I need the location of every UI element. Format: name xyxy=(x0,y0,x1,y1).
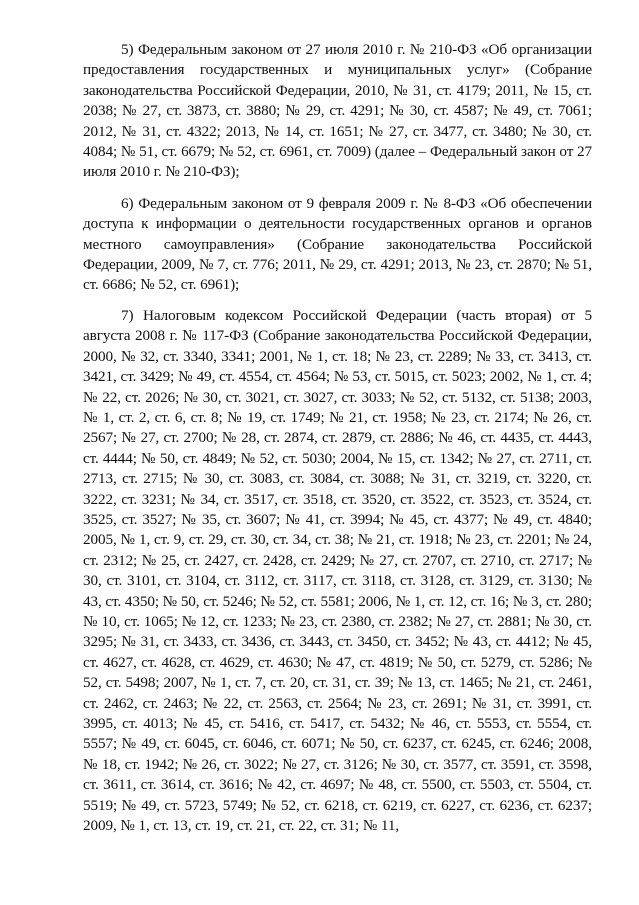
paragraph-item-6: 6) Федеральным законом от 9 февраля 2009 г. № 8-ФЗ «Об обеспечении доступа к информации о деятельности государственных органов и органов местного самоуправления» (Собрание законодательства Российской Федерации, 2009, № 7, ст. 776; 2011, № 29, ст. 4291; 2013, № 23, ст. 2870; № 51, ст. 6686; № 52, ст. 6961); xyxy=(83,194,592,294)
paragraph-item-5: 5) Федеральным законом от 27 июля 2010 г. № 210-ФЗ «Об организации предоставления государственных и муниципальных услуг» (Собрание законодательства Российской Федерации, 2010, № 31, ст. 4179; 2011, № 15, ст. 2038; № 27, ст. 3873, ст. 3880; № 29, ст. 4291; № 30, ст. 4587; № 49, ст. 7061; 2012, № 31, ст. 4322; 2013, № 14, ст. 1651; № 27, ст. 3477, ст. 3480; № 30, ст. 4084; № 51, ст. 6679; № 52, ст. 6961, ст. 7009) (далее – Федеральный закон от 27 июля 2010 г. № 210-ФЗ); xyxy=(83,41,592,181)
paragraph-item-7: 7) Налоговым кодексом Российской Федерации (часть вторая) от 5 августа 2008 г. № 117-ФЗ (Собрание законодательства Российской Федерации, 2000, № 32, ст. 3340, 3341; 2001, № 1, ст. 18; № 23, ст. 2289; № 33, ст. 3413, ст. 3421, ст. 3429; № 49, ст. 4554, ст. 4564; № 53, ст. 5015, ст. 5023; 2002, № 1, ст. 4; № 22, ст. 2026; № 30, ст. 3021, ст. 3027, ст. 3033; № 52, ст. 5132, ст. 5138; 2003, № 1, ст. 2, ст. 6, ст. 8; № 19, ст. 1749; № 21, ст. 1958; № 23, ст. 2174; № 26, ст. 2567; № 27, ст. 2700; № 28, ст. 2874, ст. 2879, ст. 2886; № 46, ст. 4435, ст. 4443, ст. 4444; № 50, ст. 4849; № 52, ст. 5030; 2004, № 15, ст. 1342; № 27, ст. 2711, ст. 2713, ст. 2715; № 30, ст. 3083, ст. 3084, ст. 3088; № 31, ст. 3219, ст. 3220, ст. 3222, ст. 3231; № 34, ст. 3517, ст. 3518, ст. 3520, ст. 3522, ст. 3523, ст. 3524, ст. 3525, ст. 3527; № 35, ст. 3607; № 41, ст. 3994; № 45, ст. 4377; № 49, ст. 4840; 2005, № 1, ст. 9, ст. 29, ст. 30, ст. 34, ст. 38; № 21, ст. 1918; № 23, ст. 2201; № 24, ст. 2312; № 25, ст. 2427, ст. 2428, ст. 2429; № 27, ст. 2707, ст. 2710, ст. 2717; № 30, ст. 3101, ст. 3104, ст. 3112, ст. 3117, ст. 3118, ст. 3128, ст. 3129, ст. 3130; № 43, ст. 4350; № 50, ст. 5246; № 52, ст. 5581; 2006, № 1, ст. 12, ст. 16; № 3, ст. 280; № 10, ст. 1065; № 12, ст. 1233; № 23, ст. 2380, ст. 2382; № 27, ст. 2881; № 30, ст. 3295; № 31, ст. 3433, ст. 3436, ст. 3443, ст. 3450, ст. 3452; № 43, ст. 4412; № 45, ст. 4627, ст. 4628, ст. 4629, ст. 4630; № 47, ст. 4819; № 50, ст. 5279, ст. 5286; № 52, ст. 5498; 2007, № 1, ст. 7, ст. 20, ст. 31, ст. 39; № 13, ст. 1465; № 21, ст. 2461, ст. 2462, ст. 2463; № 22, ст. 2563, ст. 2564; № 23, ст. 2691; № 31, ст. 3991, ст. 3995, ст. 4013; № 45, ст. 5416, ст. 5417, ст. 5432; № 46, ст. 5553, ст. 5554, ст. 5557; № 49, ст. 6045, ст. 6046, ст. 6071; № 50, ст. 6237, ст. 6245, ст. 6246; 2008, № 18, ст. 1942; № 26, ст. 3022; № 27, ст. 3126; № 30, ст. 3577, ст. 3591, ст. 3598, ст. 3611, ст. 3614, ст. 3616; № 42, ст. 4697; № 48, ст. 5500, ст. 5503, ст. 5504, ст. 5519; № 49, ст. 5723, 5749; № 52, ст. 6218, ст. 6219, ст. 6227, ст. 6236, ст. 6237; 2009, № 1, ст. 13, ст. 19, ст. 21, ст. 22, ст. 31; № 11, xyxy=(83,306,592,835)
document-page xyxy=(83,40,592,836)
